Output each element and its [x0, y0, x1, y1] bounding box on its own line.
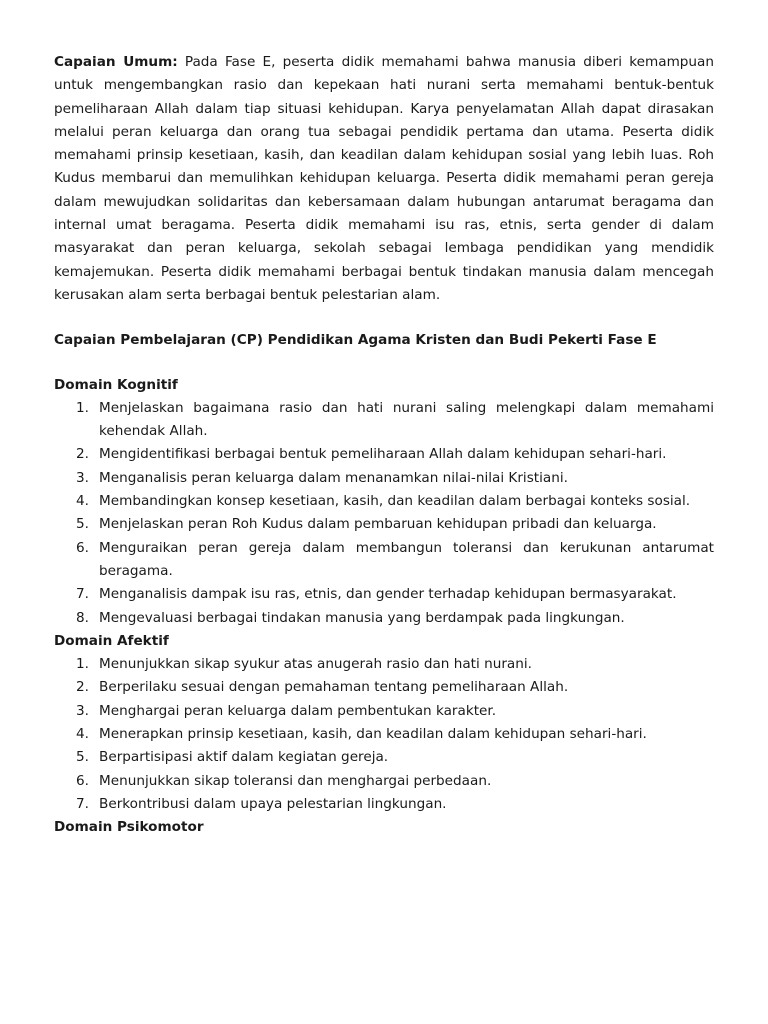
- list-item-text: Berperilaku sesuai dengan pemahaman tentang pemeliharaan Allah.: [99, 679, 569, 696]
- list-item: 1. Menjelaskan bagaimana rasio dan hati nurani saling melengkapi dalam memahami kehendak Allah.: [76, 399, 714, 440]
- list-item-text: Menghargai peran keluarga dalam pembentukan karakter.: [99, 702, 497, 719]
- document-page: [54, 51, 714, 840]
- capaian-umum-label: Capaian Umum:: [54, 54, 178, 70]
- list-item-text: Menjelaskan peran Roh Kudus dalam pembaruan kehidupan pribadi dan keluarga.: [99, 516, 657, 533]
- domain-afektif-list: [54, 653, 714, 816]
- list-item: 3. Menganalisis peran keluarga dalam menanamkan nilai-nilai Kristiani.: [76, 469, 568, 486]
- list-item-text: Menunjukkan sikap toleransi dan menghargai perbedaan.: [99, 772, 492, 789]
- list-item: 7. Berkontribusi dalam upaya pelestarian lingkungan.: [76, 795, 447, 812]
- list-item: 6. Menguraikan peran gereja dalam membangun toleransi dan kerukunan antarumat beragama.: [76, 539, 714, 579]
- list-item-text: Menjelaskan bagaimana rasio dan hati nurani saling melengkapi dalam memahami kehendak Allah.: [99, 399, 714, 440]
- list-item-text: Menerapkan prinsip kesetiaan, kasih, dan keadilan dalam kehidupan sehari-hari.: [99, 726, 647, 743]
- list-item: 3. Menghargai peran keluarga dalam pembentukan karakter.: [76, 702, 497, 719]
- list-item: 4. Menerapkan prinsip kesetiaan, kasih, dan keadilan dalam kehidupan sehari-hari.: [76, 726, 647, 743]
- list-item: 2. Berperilaku sesuai dengan pemahaman tentang pemeliharaan Allah.: [76, 679, 569, 696]
- list-item: 5. Menjelaskan peran Roh Kudus dalam pembaruan kehidupan pribadi dan keluarga.: [76, 516, 657, 533]
- list-item: 5. Berpartisipasi aktif dalam kegiatan gereja.: [76, 749, 389, 766]
- list-item: 8. Mengevaluasi berbagai tindakan manusia yang berdampak pada lingkungan.: [76, 609, 625, 626]
- domain-psikomotor-heading: Domain Psikomotor: [54, 819, 204, 836]
- list-item: 7. Menganalisis dampak isu ras, etnis, dan gender terhadap kehidupan bermasyarakat.: [76, 586, 677, 603]
- capaian-umum-paragraph: [54, 51, 714, 307]
- domain-kognitif-list: [54, 397, 714, 630]
- list-item-text: Mengidentifikasi berbagai bentuk pemeliharaan Allah dalam kehidupan sehari-hari.: [99, 446, 667, 463]
- list-item: 6. Menunjukkan sikap toleransi dan menghargai perbedaan.: [76, 772, 492, 789]
- list-item-text: Menganalisis peran keluarga dalam menanamkan nilai-nilai Kristiani.: [99, 469, 568, 486]
- list-item: 2. Mengidentifikasi berbagai bentuk pemeliharaan Allah dalam kehidupan sehari-hari.: [76, 446, 667, 463]
- list-item-text: Mengevaluasi berbagai tindakan manusia yang berdampak pada lingkungan.: [99, 609, 625, 626]
- list-item-text: Berkontribusi dalam upaya pelestarian lingkungan.: [99, 795, 447, 812]
- list-item-text: Menunjukkan sikap syukur atas anugerah rasio dan hati nurani.: [99, 656, 532, 673]
- capaian-umum-text: Pada Fase E, peserta didik memahami bahwa manusia diberi kemampuan untuk mengembangkan rasio dan kepekaan hati nurani serta memahami bentuk-bentuk pemeliharaan Allah dalam tiap situasi kehidupan. Karya penyelamatan Allah dapat dirasakan melalui peran keluarga dan orang tua sebagai pendidik pertama dan utama. Peserta didik memahami prinsip kesetiaan, kasih, dan keadilan dalam kehidupan sosial yang lebih luas. Roh Kudus membarui dan memulihkan kehidupan keluarga. Peserta didik memahami peran gereja dalam mewujudkan solidaritas dan kebersamaan dalam hubungan antarumat beragama dan internal umat beragama. Peserta didik memahami isu ras, etnis, serta gender di dalam masyarakat dan peran keluarga, sekolah sebagai lembaga pendidikan yang mendidik kemajemukan. Peserta didik memahami berbagai bentuk tindakan manusia dalam mencegah kerusakan alam serta berbagai bentuk pelestarian alam.: [54, 54, 714, 303]
- list-item: 4. Membandingkan konsep kesetiaan, kasih, dan keadilan dalam berbagai konteks sosial.: [76, 493, 691, 510]
- list-item-text: Berpartisipasi aktif dalam kegiatan gereja.: [99, 749, 389, 766]
- cp-title: Capaian Pembelajaran (CP) Pendidikan Agama Kristen dan Budi Pekerti Fase E: [54, 332, 657, 349]
- domain-kognitif-heading: Domain Kognitif: [54, 376, 178, 393]
- list-item-text: Membandingkan konsep kesetiaan, kasih, dan keadilan dalam berbagai konteks sosial.: [99, 493, 691, 510]
- list-item-text: Menguraikan peran gereja dalam membangun toleransi dan kerukunan antarumat beragama.: [99, 539, 714, 579]
- list-item-text: Menganalisis dampak isu ras, etnis, dan gender terhadap kehidupan bermasyarakat.: [99, 586, 677, 603]
- list-item: 1. Menunjukkan sikap syukur atas anugerah rasio dan hati nurani.: [76, 656, 532, 673]
- domain-afektif-heading: Domain Afektif: [54, 632, 169, 649]
